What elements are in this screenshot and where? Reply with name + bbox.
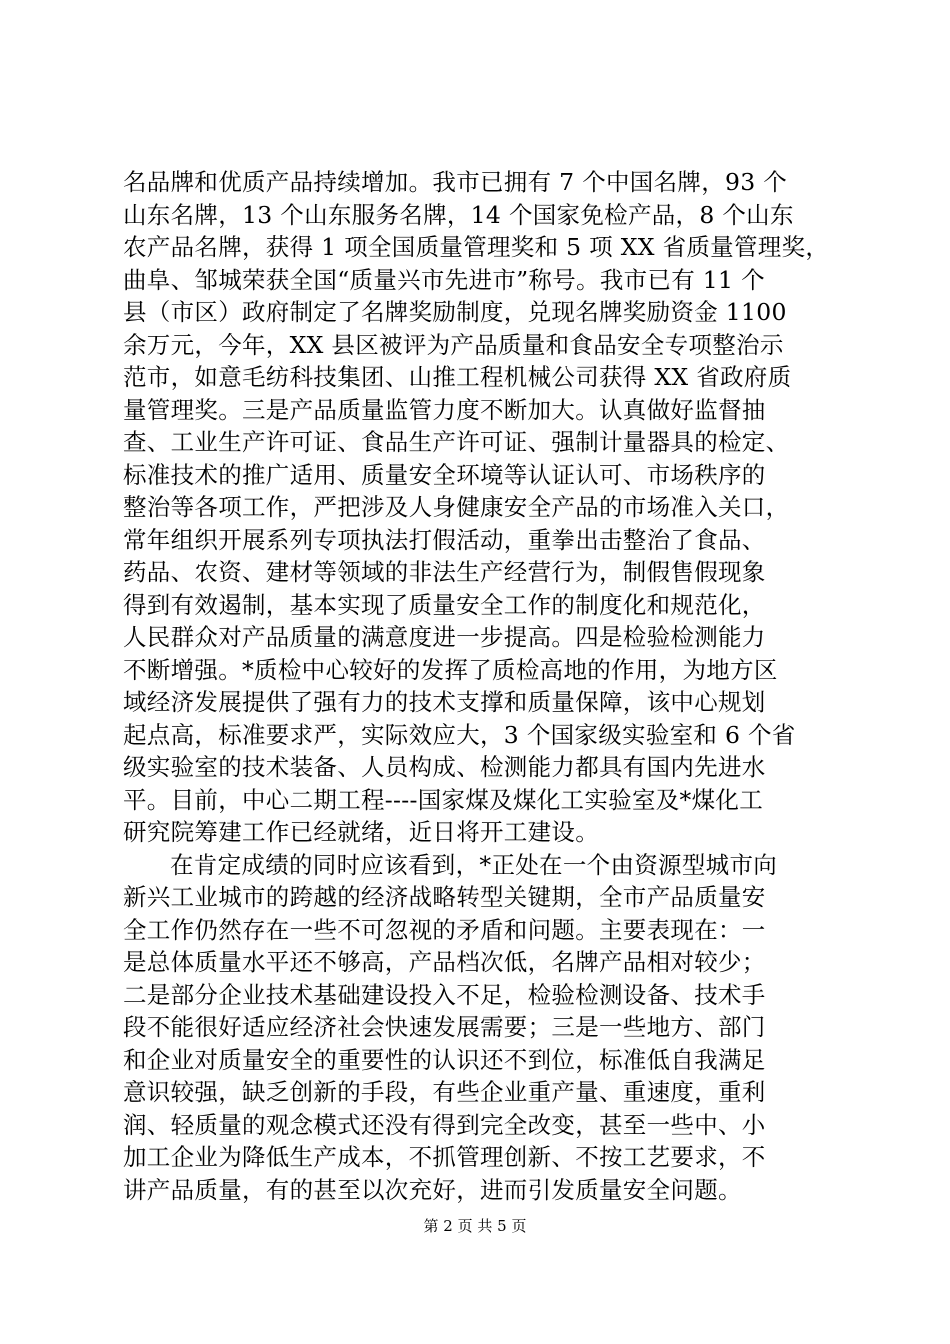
text-line: 得到有效遏制，基本实现了质量安全工作的制度化和规范化， [123, 590, 766, 619]
text-line: 县（市区）政府制定了名牌奖励制度，兑现名牌奖励资金 1100 [123, 298, 787, 326]
text-line: 标准技术的推广适用、质量安全环境等认证认可、市场秩序的 [123, 460, 766, 489]
text-line: 润、轻质量的观念模式还没有得到完全改变，甚至一些中、小 [123, 1110, 766, 1139]
text-line: 平。目前，中心二期工程----国家煤及煤化工实验室及*煤化工 [123, 785, 764, 814]
text-line: 山东名牌，13 个山东服务名牌，14 个国家免检产品，8 个山东 [123, 200, 794, 229]
text-line: 余万元，今年，XX 县区被评为产品质量和食品安全专项整治示 [123, 330, 784, 359]
paragraph-first-line: 在肯定成绩的同时应该看到，*正处在一个由资源型城市向 [170, 850, 778, 879]
text-line: 曲阜、邹城荣获全国“质量兴市先进市”称号。我市已有 11 个 [123, 265, 765, 294]
text-line: 药品、农资、建材等领域的非法生产经营行为，制假售假现象 [123, 558, 766, 586]
text-line: 二是部分企业技术基础建设投入不足，检验检测设备、技术手 [123, 980, 766, 1009]
page-number-footer: 第 2 页 共 5 页 [423, 1217, 527, 1235]
text-line: 常年组织开展系列专项执法打假活动，重拳出击整治了食品、 [123, 525, 766, 554]
text-line: 讲产品质量，有的甚至以次充好，进而引发质量安全问题。 [123, 1175, 742, 1204]
text-line: 研究院筹建工作已经就绪，近日将开工建设。 [123, 818, 599, 846]
text-line: 级实验室的技术装备、人员构成、检测能力都具有国内先进水 [123, 753, 766, 781]
text-line: 范市，如意毛纺科技集团、山推工程机械公司获得 XX 省政府质 [123, 363, 792, 391]
text-line: 量管理奖。三是产品质量监管力度不断加大。认真做好监督抽 [123, 395, 766, 424]
body-text [123, 166, 843, 1206]
text-line: 整治等各项工作，严把涉及人身健康安全产品的市场准入关口， [123, 493, 790, 521]
text-line: 意识较强，缺乏创新的手段，有些企业重产量、重速度，重利 [123, 1078, 766, 1106]
text-line: 域经济发展提供了强有力的技术支撑和质量保障，该中心规划 [123, 688, 766, 716]
text-line: 新兴工业城市的跨越的经济战略转型关键期，全市产品质量安 [123, 883, 766, 911]
text-line: 农产品名牌，获得 1 项全国质量管理奖和 5 项 XX 省质量管理奖， [123, 233, 830, 261]
text-line: 加工企业为降低生产成本，不抓管理创新、不按工艺要求，不 [123, 1143, 766, 1171]
text-line: 和企业对质量安全的重要性的认识还不到位，标准低自我满足 [123, 1045, 766, 1074]
text-line: 查、工业生产许可证、食品生产许可证、强制计量器具的检定、 [123, 428, 790, 456]
text-line: 名品牌和优质产品持续增加。我市已拥有 7 个中国名牌，93 个 [123, 168, 788, 196]
text-line: 段不能很好适应经济社会快速发展需要；三是一些地方、部门 [123, 1013, 766, 1041]
text-line: 人民群众对产品质量的满意度进一步提高。四是检验检测能力 [123, 623, 766, 651]
text-line: 起点高，标准要求严，实际效应大，3 个国家级实验室和 6 个省 [123, 720, 796, 749]
text-line: 全工作仍然存在一些不可忽视的矛盾和问题。主要表现在：一 [123, 915, 766, 944]
text-line: 不断增强。*质检中心较好的发挥了质检高地的作用，为地方区 [123, 655, 778, 684]
text-line: 是总体质量水平还不够高，产品档次低，名牌产品相对较少； [123, 948, 766, 976]
